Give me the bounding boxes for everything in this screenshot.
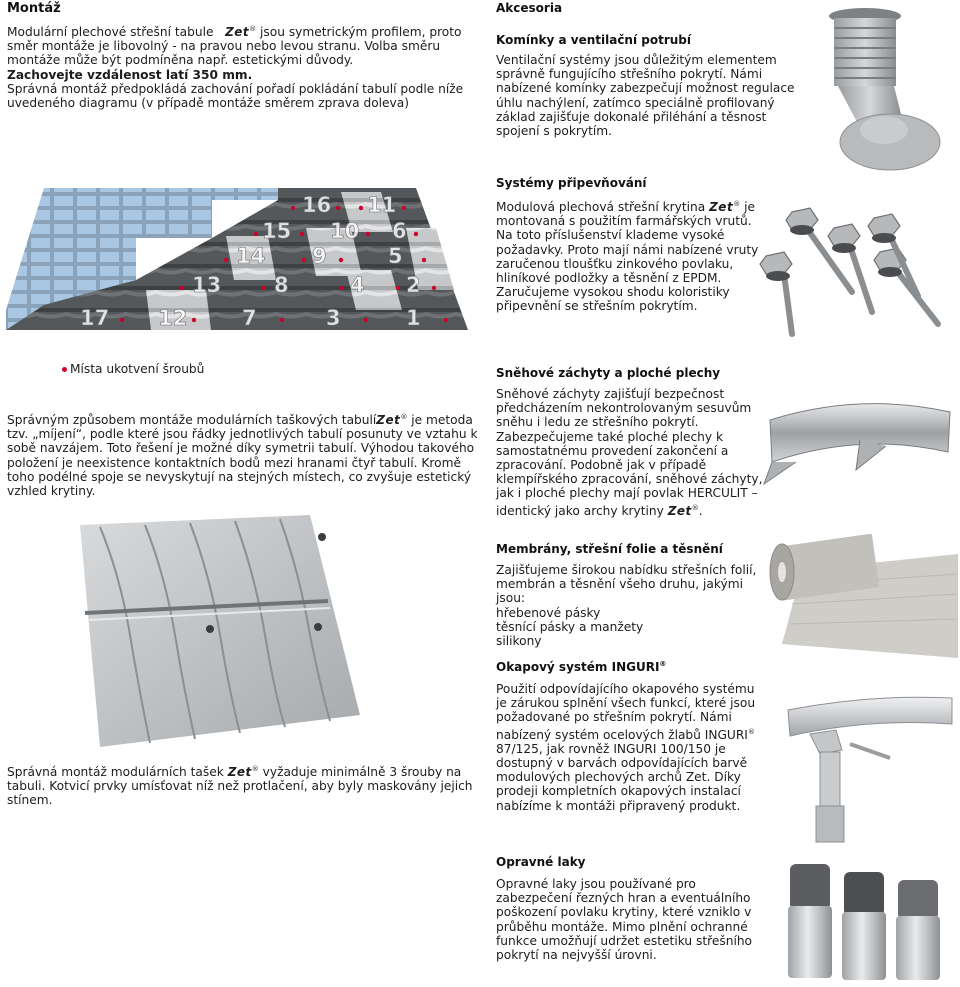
lacquers-text: zabezpečení řezných hran a eventuálního [496, 891, 751, 906]
chimney-text-block [496, 53, 796, 138]
diagram-number: 12 [158, 306, 188, 330]
snow-guards-text: Zabezpečujeme také ploché plechy k [496, 429, 724, 444]
diagram-number: 1 [406, 306, 421, 330]
diagram-number: 17 [80, 306, 110, 330]
snow-guards-text: klempířského zpracování, sněhové záchyty, [496, 472, 763, 487]
diagram-legend [62, 362, 204, 376]
diagram-number: 10 [330, 219, 360, 243]
chimney-text: úhlu nachýlení, zatímco speciálně profilovaný [496, 95, 775, 110]
fasteners-text: je [744, 200, 755, 215]
diagram-number: 7 [242, 306, 257, 330]
gutter-text: 87/125, jak rovněž INGURI 100/150 je [496, 741, 726, 756]
snow-guards-text: sněhu i ledu ze střešního pokrytí. [496, 415, 699, 430]
zet-logo: Zet [376, 413, 401, 428]
anchor-dot-icon [62, 367, 67, 372]
fasteners-text: zaručenou tloušťku zinkového povlaku, [496, 256, 734, 271]
method-text: tzv. „míjení“, podle které jsou řádky jednotlivých tabulí posunuty ve vztahu k [7, 427, 478, 442]
montaz-intro: Modulární plechové střešní tabule Zet® jsou symetrickým profilem, proto směr montáže je libovolný - na pravou nebo levou stranu. Volba směru montáže může být podmíněna např. estetickými důvody. Zachovejte vzdálenost latí 350 mm. Správná montáž předpokládá zachování pořadí pokládání tabulí podle níže uvedeného diagramu (v případě montáže směrem zprava doleva) [7, 25, 464, 111]
method-text: je metoda [411, 413, 473, 428]
montaz-title: Montáž [7, 1, 61, 16]
membranes-heading: Membrány, střešní folie a těsnění [496, 542, 723, 556]
gutter-heading-text: Okapový systém INGURI [496, 660, 660, 674]
intro-text: uvedeného diagramu (v případě montáže směrem zprava doleva) [7, 96, 409, 111]
diagram-number: 11 [367, 193, 397, 217]
diagram-number: 5 [388, 244, 403, 268]
snow-guards-text: jak i ploché plechy mají povlak HERCULIT – [496, 486, 758, 501]
diagram-number: 3 [326, 306, 341, 330]
gutter-text: prodeji kompletních okapových instalací [496, 784, 741, 799]
screws-text: tabuli. Kotvicí prvky umísťovat níž než protlačení, aby byly maskovány jejich [7, 779, 473, 794]
zet-logo: Zet [227, 765, 252, 780]
fasteners-text: Modulová plechová střešní krytina [496, 200, 706, 215]
diagram-number: 9 [312, 244, 327, 268]
method-paragraph: Správným způsobem montáže modulárních taškových tabulíZet® je metoda tzv. „míjení“, podle které jsou řádky jednotlivých tabulí posunuty ve vztahu k sobě navzájem. Toto řešení je možné díky symetrii tabulí. Výhodou takového položení je neexistence kontaktních bodů mezi hranami čtyř tabulí. Kromě toho podélné spoje se nevyskytují na stejných místech, co zvyšuje estetický vzhled krytiny. [7, 413, 478, 499]
ventilation-chimney-image [818, 6, 946, 178]
akcesoria-title: Akcesoria [496, 1, 563, 15]
repair-lacquer-cans-image [782, 858, 952, 982]
chimney-text: nabízené komínky zabezpečují možnost regulace [496, 81, 795, 96]
membranes-text: těsnící pásky a manžety [496, 619, 644, 634]
membrane-roll-image [762, 534, 958, 658]
diagram-number: 15 [262, 219, 292, 243]
fasteners-text: Na toto příslušenství klademe vysoké [496, 228, 725, 243]
diagram-number: 14 [236, 244, 266, 268]
fasteners-text: montovaná s použitím farmářských vrutů. [496, 214, 752, 229]
gutter-text: Použití odpovídajícího okapového systému [496, 682, 755, 696]
gutter-text-block: Použití odpovídajícího okapového systému je zárukou splnění všech funkcí, které jsou požadované po střešním pokrytí. Námi nabízený systém ocelových žlabů INGURI® 87/125, jak rovněž INGURI 100/150 je dostupný v barvách odpovídajících barvě modulových plechových archů Zet. Díky prodeji kompletních okapových instalací nabízíme k montáži připravený produkt. [496, 682, 766, 813]
chimney-text: Ventilační systémy jsou důležitým elementem [496, 53, 777, 67]
snow-guards-text: zpracování. Podobně jak v případě [496, 458, 707, 473]
gutter-text: dostupný v barvách odpovídajících barvě [496, 756, 748, 771]
chimney-heading: Komínky a ventilační potrubí [496, 33, 691, 47]
lacquers-text: Opravné laky jsou používané pro [496, 877, 696, 891]
lacquers-text: pokrytí na nejvyšší úrovni. [496, 948, 657, 963]
snow-guards-text: identický jako archy krytiny [496, 503, 664, 518]
zet-logo: Zet [225, 25, 250, 40]
intro-text: směr montáže je libovolný - na pravou nebo levou stranu. Volba směru [7, 39, 441, 54]
membranes-text: Zajišťujeme širokou nabídku střešních folií, [496, 563, 757, 577]
method-text: Správným způsobem montáže modulárních taškových tabulí [7, 413, 377, 428]
gutter-heading: Okapový systém INGURI® [496, 660, 667, 674]
snow-guards-text: předcházením nekontrolovaným sesuvům [496, 401, 752, 416]
snow-guards-text-block: Sněhové záchyty zajišťují bezpečnost předcházením nekontrolovaným sesuvům sněhu i ledu ze střešního pokrytí. Zabezpečujeme také ploché plechy k samostatnému provedení zakončení a zpracování. Podobně jak v případě klempířského zpracování, sněhové záchyty, jak i ploché plechy mají povlak HERCULIT – identický jako archy krytiny Zet®. [496, 387, 766, 518]
lacquers-heading: Opravné laky [496, 855, 586, 869]
intro-text: montáže může být podmíněna např. estetickými důvody. [7, 53, 354, 68]
lacquers-text-block [496, 877, 766, 962]
intro-text: jsou symetrickým profilem, proto [260, 25, 462, 40]
fasteners-text: hliníkové podložky a těsnění z EPDM. [496, 271, 722, 286]
roofing-screws-image [752, 200, 952, 340]
intro-text: Modulární plechové střešní tabule [7, 25, 214, 40]
fasteners-heading: Systémy připevňování [496, 176, 647, 190]
snow-guard-image [760, 392, 955, 492]
method-text: položení je neexistence kontaktních bodů mezi hranami čtyř tabulí. Kromě [7, 455, 461, 470]
lacquers-text: poškození povlaku krytiny, které vzniklo v [496, 905, 752, 920]
installation-order-diagram [6, 180, 468, 342]
gutter-system-image [780, 688, 956, 844]
fasteners-text: připevnění se střešním pokrytím. [496, 299, 698, 314]
screws-paragraph: Správná montáž modulárních tašek Zet® vyžaduje minimálně 3 šrouby na tabuli. Kotvicí prvky umísťovat níž než protlačení, aby byly maskovány jejich stínem. [7, 765, 473, 808]
snow-guards-text: Sněhové záchyty zajišťují bezpečnost [496, 387, 725, 401]
fasteners-text-block: Modulová plechová střešní krytina Zet® je montovaná s použitím farmářských vrutů. Na toto příslušenství klademe vysoké požadavky. Proto mají námi nabízené vruty zaručenou tloušťku zinkového povlaku, hliníkové podložky a těsnění z EPDM. Zaručujeme vysokou shodu koloristiky připevnění se střešním pokrytím. [496, 197, 766, 314]
method-text: vzhled krytiny. [7, 484, 96, 499]
membranes-text-block [496, 563, 766, 648]
chimney-text: základ zajišťuje dokonalé přiléhání a těsnost [496, 109, 767, 124]
zet-logo: Zet [667, 503, 692, 518]
membranes-text: silikony [496, 634, 542, 649]
gutter-text: nabízený systém ocelových žlabů INGURI [496, 727, 748, 742]
zet-logo: Zet [709, 200, 734, 215]
diagram-number: 13 [192, 273, 222, 297]
membranes-text: jsou: [496, 591, 526, 606]
legend-label: Místa ukotvení šroubů [70, 362, 205, 376]
intro-text: Správná montáž předpokládá zachování pořadí pokládání tabulí podle níže [7, 81, 464, 96]
method-text: sobě navzájem. Toto řešení je možné díky symetrii tabulí. Výhodou takového [7, 441, 475, 456]
screws-text: stínem. [7, 793, 53, 808]
intro-bold-text: Zachovejte vzdálenost latí 350 mm. [7, 67, 253, 82]
lacquers-text: průběhu montáže. Mimo plnění ochranné [496, 919, 748, 934]
membranes-text: membrán a těsnění všeho druhu, jakými [496, 577, 743, 592]
method-text: toho podélné spoje se nevyskytují na stejných místech, co zvyšuje estetický [7, 469, 472, 484]
screws-text: vyžaduje minimálně 3 šrouby na [262, 765, 462, 780]
diagram-number: 2 [406, 273, 421, 297]
diagram-number: 16 [302, 193, 332, 217]
fasteners-text: Zaručujeme vysokou shodu koloristiky [496, 285, 730, 300]
lacquers-text: funkce umožňují udržet estetiku střešního [496, 933, 753, 948]
diagram-number: 6 [392, 219, 407, 243]
gutter-text: požadované po střešním pokrytí. Námi [496, 710, 732, 725]
snow-guards-heading: Sněhové záchyty a ploché plechy [496, 366, 721, 380]
gutter-text: nabízíme k montáži připravený produkt. [496, 798, 741, 813]
chimney-text: spojení s pokrytím. [496, 124, 613, 139]
diagram-number: 4 [350, 273, 365, 297]
chimney-text: správně fungujícího střešního pokrytí. Námi [496, 67, 763, 82]
gutter-text: je zárukou splnění všech funkcí, které jsou [496, 696, 756, 711]
gutter-text: modulových plechových archů Zet. Díky [496, 770, 741, 785]
diagram-number: 8 [274, 273, 289, 297]
fasteners-text: požadavky. Proto mají námi nabízené vruty [496, 242, 759, 257]
membranes-text: hřebenové pásky [496, 605, 601, 620]
screws-text: Správná montáž modulárních tašek [7, 765, 224, 780]
snow-guards-text: samostatnému provedení zakončení a [496, 443, 729, 458]
roof-sheet-image [60, 515, 370, 747]
